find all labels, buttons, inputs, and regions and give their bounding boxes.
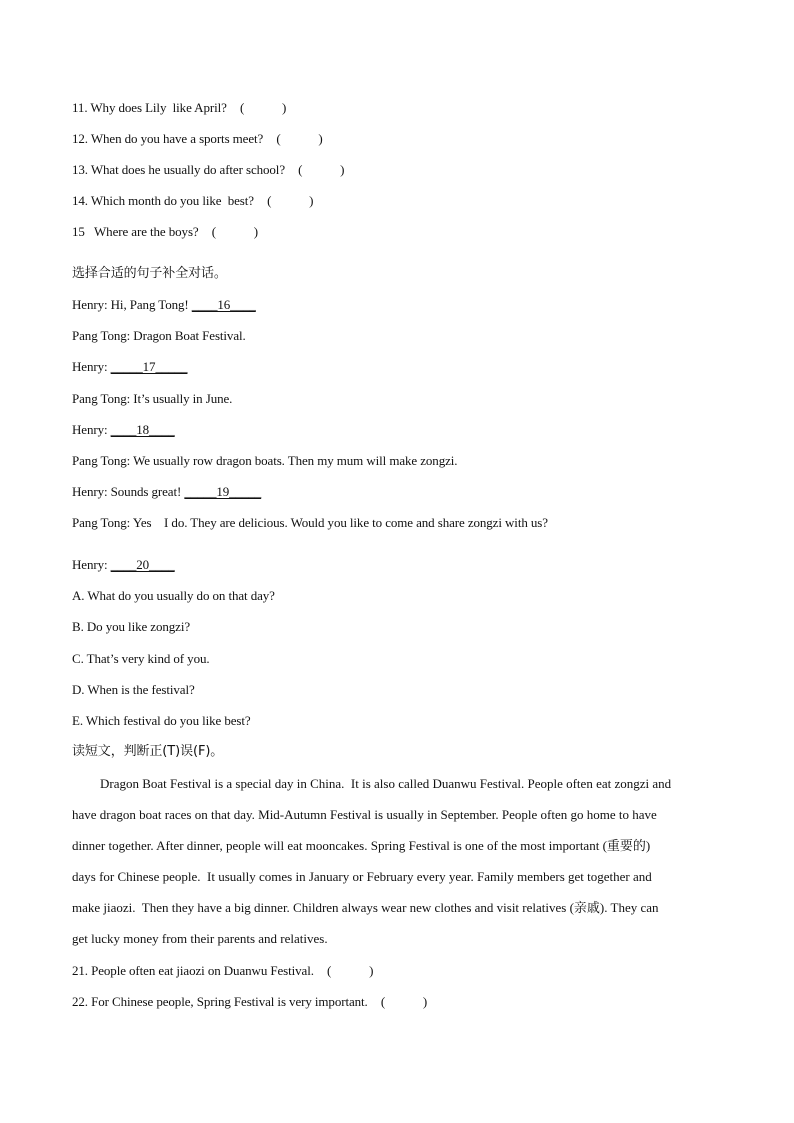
question-13: 13. What does he usually do after school? ( ) — [72, 162, 345, 177]
option-a: A. What do you usually do on that day? — [72, 588, 275, 603]
passage-line-3: dinner together. After dinner, people will eat mooncakes. Spring Festival is one of the most important (重要的) — [72, 838, 651, 853]
dialogue-line-5: Henry: ____18____ — [72, 422, 175, 437]
question-15: 15 Where are the boys? ( ) — [72, 224, 259, 239]
dialogue-line-3: Henry: _____17_____ — [72, 359, 188, 374]
answer-paren[interactable]: ( ) — [239, 100, 287, 115]
answer-paren[interactable]: ( ) — [276, 131, 323, 146]
question-21: 21. People often eat jiaozi on Duanwu Festival. ( ) — [72, 963, 374, 978]
answer-paren[interactable]: ( ) — [298, 162, 345, 177]
answer-paren[interactable]: ( ) — [380, 994, 428, 1009]
dialogue-line-9: Henry: ____20____ — [72, 557, 175, 572]
answer-paren[interactable]: ( ) — [267, 193, 314, 208]
dialogue-line-4: Pang Tong: It’s usually in June. — [72, 391, 233, 406]
option-e: E. Which festival do you like best? — [72, 713, 251, 728]
answer-paren[interactable]: ( ) — [327, 963, 374, 978]
passage-line-4: days for Chinese people. It usually comes in January or February every year. Family members get together and — [72, 869, 652, 884]
passage-line-5: make jiaozi. Then they have a big dinner. Children always wear new clothes and visit relatives (亲戚). They can — [72, 900, 659, 915]
section-title-dialogue: 选择合适的句子补全对话。 — [72, 266, 227, 281]
question-14: 14. Which month do you like best? ( ) — [72, 193, 314, 208]
question-22: 22. For Chinese people, Spring Festival is very important. ( ) — [72, 994, 428, 1009]
dialogue-line-2: Pang Tong: Dragon Boat Festival. — [72, 328, 246, 343]
dialogue-line-7: Henry: Sounds great! _____19_____ — [72, 484, 262, 499]
passage-line-6: get lucky money from their parents and relatives. — [72, 931, 328, 946]
question-12: 12. When do you have a sports meet? ( ) — [72, 131, 323, 146]
option-d: D. When is the festival? — [72, 682, 195, 697]
dialogue-line-1: Henry: Hi, Pang Tong! ____16____ — [72, 297, 256, 312]
answer-blank-16[interactable]: ____16____ — [191, 297, 256, 312]
passage-line-1: Dragon Boat Festival is a special day in China. It is also called Duanwu Festival. People often eat zongzi and — [100, 776, 672, 791]
passage-line-2: have dragon boat races on that day. Mid-Autumn Festival is usually in September. People often go home to have — [72, 807, 657, 822]
option-c: C. That’s very kind of you. — [72, 651, 210, 666]
question-11: 11. Why does Lily like April? ( ) — [72, 100, 287, 115]
answer-blank-19[interactable]: _____19_____ — [184, 484, 262, 499]
option-b: B. Do you like zongzi? — [72, 619, 191, 634]
section-title-reading: 读短文，判断正(T)误(F)。 — [72, 744, 224, 759]
answer-blank-20[interactable]: ____20____ — [110, 557, 175, 572]
answer-paren[interactable]: ( ) — [211, 224, 259, 239]
dialogue-line-6: Pang Tong: We usually row dragon boats. Then my mum will make zongzi. — [72, 453, 458, 468]
dialogue-line-8: Pang Tong: Yes I do. They are delicious. Would you like to come and share zongzi with us? — [72, 515, 548, 530]
answer-blank-17[interactable]: _____17_____ — [110, 359, 188, 374]
answer-blank-18[interactable]: ____18____ — [110, 422, 175, 437]
